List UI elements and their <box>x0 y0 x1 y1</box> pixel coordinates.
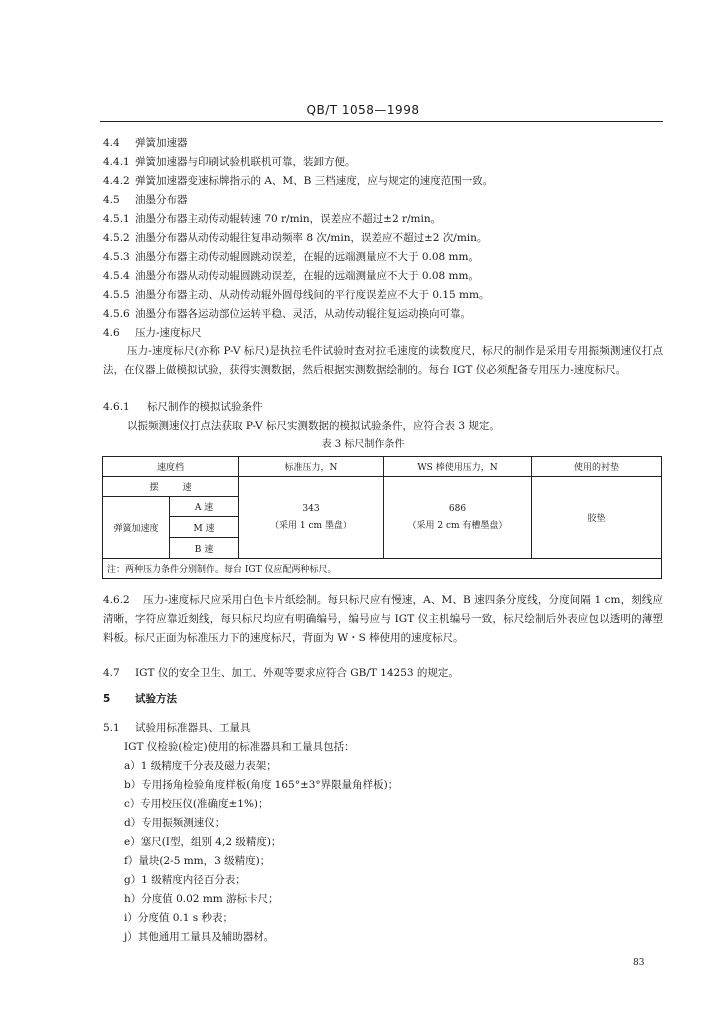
list-item: g）1 级精度内径百分表； <box>124 874 246 886</box>
cell-spring-accelerator: 弹簧加速度 <box>103 497 170 559</box>
clause-4-5-6 <box>103 307 471 321</box>
clause-4-7 <box>103 666 459 680</box>
list-item: f）量块(2-5 mm，3 级精度)； <box>124 855 271 867</box>
cell-liner: 胶垫 <box>532 477 662 559</box>
clause-text: 油墨分布器各运动部位运转平稳、灵活，从动传动辊往复运动换向可靠。 <box>135 308 471 320</box>
clause-text: 油墨分布器从动传动辊往复串动频率 8 次/min，误差应不超过±2 次/min。 <box>135 232 488 244</box>
clause-4-5-4 <box>103 269 479 283</box>
clause-number: 4.5.5 <box>103 289 130 301</box>
cell-standard-pressure <box>239 477 384 559</box>
list-item: i）分度值 0.1 s 秒表； <box>124 912 233 924</box>
page-number: 83 <box>633 958 645 968</box>
clause-number: 4.5.2 <box>103 232 130 244</box>
clause-number: 4.6.1 <box>103 401 130 413</box>
header-liner: 使用的衬垫 <box>532 457 662 477</box>
clause-number: 4.5.4 <box>103 270 130 282</box>
slow-speed-char-1: 摆 <box>149 483 159 493</box>
clause-text: 弹簧加速器与印刷试验机联机可靠，装卸方便。 <box>135 156 356 168</box>
clause-number: 4.5.3 <box>103 251 130 263</box>
list-item: c）专用校压仪(准确度±1%)； <box>124 798 269 810</box>
clause-4-4 <box>103 136 188 150</box>
header-rule <box>100 121 663 122</box>
standard-code-header: QB/T 1058—1998 <box>306 103 420 117</box>
clause-number: 4.5 <box>103 194 120 206</box>
cell-speed-a: A 速 <box>170 497 239 517</box>
ws-pressure-value: 686 <box>448 504 467 514</box>
clause-number: 4.4.1 <box>103 156 130 168</box>
list-item: h）分度值 0.02 mm 游标卡尺； <box>124 893 279 905</box>
clause-5-1 <box>103 721 251 735</box>
section-title: 试验方法 <box>135 693 177 705</box>
paragraph-tools-intro: IGT 仪检验(检定)使用的标准器具和工量具包括： <box>124 741 355 753</box>
cell-ws-pressure <box>384 477 532 559</box>
clause-4-4-1 <box>103 155 356 169</box>
clause-4-6-1 <box>103 400 263 414</box>
clause-4-5-1 <box>103 212 441 226</box>
clause-text: 油墨分布器主动、从动传动辊外圆母线间的平行度误差应不大于 0.15 mm。 <box>135 289 490 301</box>
scale-conditions-table <box>102 456 662 579</box>
clause-number: 4.4 <box>103 137 120 149</box>
list-item: a）1 级精度千分表及磁力表架； <box>124 760 277 772</box>
clause-4-5-2 <box>103 231 487 245</box>
paragraph-4-6-2 <box>103 591 663 648</box>
list-item: j）其他通用工量具及辅助器材。 <box>124 931 275 943</box>
clause-number: 4.6 <box>103 327 120 339</box>
header-speed-gear: 速度档 <box>103 457 239 477</box>
header-ws-pressure: WS 棒使用压力，N <box>384 457 532 477</box>
clause-number: 4.5.1 <box>103 213 130 225</box>
paragraph-pv-scale: 压力-速度标尺(亦称 P-V 标尺)是执拉毛件试验时查对拉毛速度的读数度尺，标尺的制作是采用专用振频测速仪打点法，在仪器上做模拟试验，获得实测数据，然后根据实测数据绘制的。每台 IGT 仪必须配备专用压力-速度标尺。 <box>103 345 663 376</box>
standard-pressure-note: （采用 1 cm 墨盘） <box>270 521 352 531</box>
section-number: 5 <box>103 693 111 705</box>
cell-speed-m: M 速 <box>170 517 239 538</box>
clause-text: 弹簧加速器变速标牌指示的 A、M、B 三档速度，应与规定的速度范围一致。 <box>135 175 494 187</box>
table-note: 注：两种压力条件分别制作。每台 IGT 仪应配两种标尺。 <box>103 559 662 579</box>
clause-text: 试验用标准器具、工量具 <box>135 722 251 734</box>
clause-text: 弹簧加速器 <box>135 137 188 149</box>
cell-slow-speed <box>103 477 239 497</box>
clause-4-4-2 <box>103 174 493 188</box>
clause-text: 标尺制作的模拟试验条件 <box>147 401 263 413</box>
cell-speed-b: B 速 <box>170 538 239 559</box>
clause-4-5-5 <box>103 288 489 302</box>
clause-text: 油墨分布器主动传动辊圆跳动误差，在辊的远端测量应不大于 0.08 mm。 <box>135 251 479 263</box>
clause-text: 油墨分布器 <box>135 194 188 206</box>
paragraph-simulation-conditions: 以振频测速仪打点法获取 P-V 标尺实测数据的模拟试验条件，应符合表 3 规定。 <box>127 420 500 432</box>
clause-text: 油墨分布器从动传动辊圆跳动误差，在辊的远端测量应不大于 0.08 mm。 <box>135 270 479 282</box>
clause-number: 4.5.6 <box>103 308 130 320</box>
standard-pressure-value: 343 <box>302 504 320 514</box>
clause-4-5 <box>103 193 188 207</box>
section-5-heading <box>103 691 177 706</box>
clause-4-5-3 <box>103 250 479 264</box>
table-row <box>103 477 662 497</box>
slow-speed-char-2: 速 <box>182 483 192 493</box>
ws-pressure-note: （采用 2 cm 有槽墨盘） <box>407 521 508 531</box>
header-standard-pressure: 标准压力，N <box>239 457 384 477</box>
clause-number: 5.1 <box>103 722 120 734</box>
clause-text: 压力-速度标尺 <box>135 327 202 339</box>
clause-number: 4.7 <box>103 667 120 679</box>
list-item: b）专用扬角检验角度样板(角度 165°±3°界限量角样板)； <box>124 779 399 791</box>
clause-number: 4.6.2 <box>103 594 130 606</box>
table-note-row <box>103 559 662 579</box>
clause-text: 压力-速度标尺应采用白色卡片纸绘制。每只标尺应有慢速，A、M、B 速四条分度线，分度间隔 1 cm，刻线应清晰，字符应靠近刻线，每只标尺均应有明确编号，编号应与 IGT 仪主机编号一致，标尺绘制后外表应包以透明的薄塑料板。标尺正面为标准压力下的速度标尺，背面为 W・S 棒使用的速度标尺。 <box>103 594 663 644</box>
clause-text: IGT 仪的安全卫生、加工、外观等要求应符合 GB/T 14253 的规定。 <box>135 667 459 679</box>
clause-number: 4.4.2 <box>103 175 130 187</box>
table-caption: 表 3 标尺制作条件 <box>321 439 405 450</box>
list-item: e）塞尺(Ⅰ型，组别 4,2 级精度)； <box>124 836 282 848</box>
clause-4-6 <box>103 326 202 340</box>
clause-text: 油墨分布器主动传动辊转速 70 r/min，误差应不超过±2 r/min。 <box>135 213 442 225</box>
table-header-row <box>103 457 662 477</box>
list-item: d）专用振频测速仪； <box>124 817 226 829</box>
